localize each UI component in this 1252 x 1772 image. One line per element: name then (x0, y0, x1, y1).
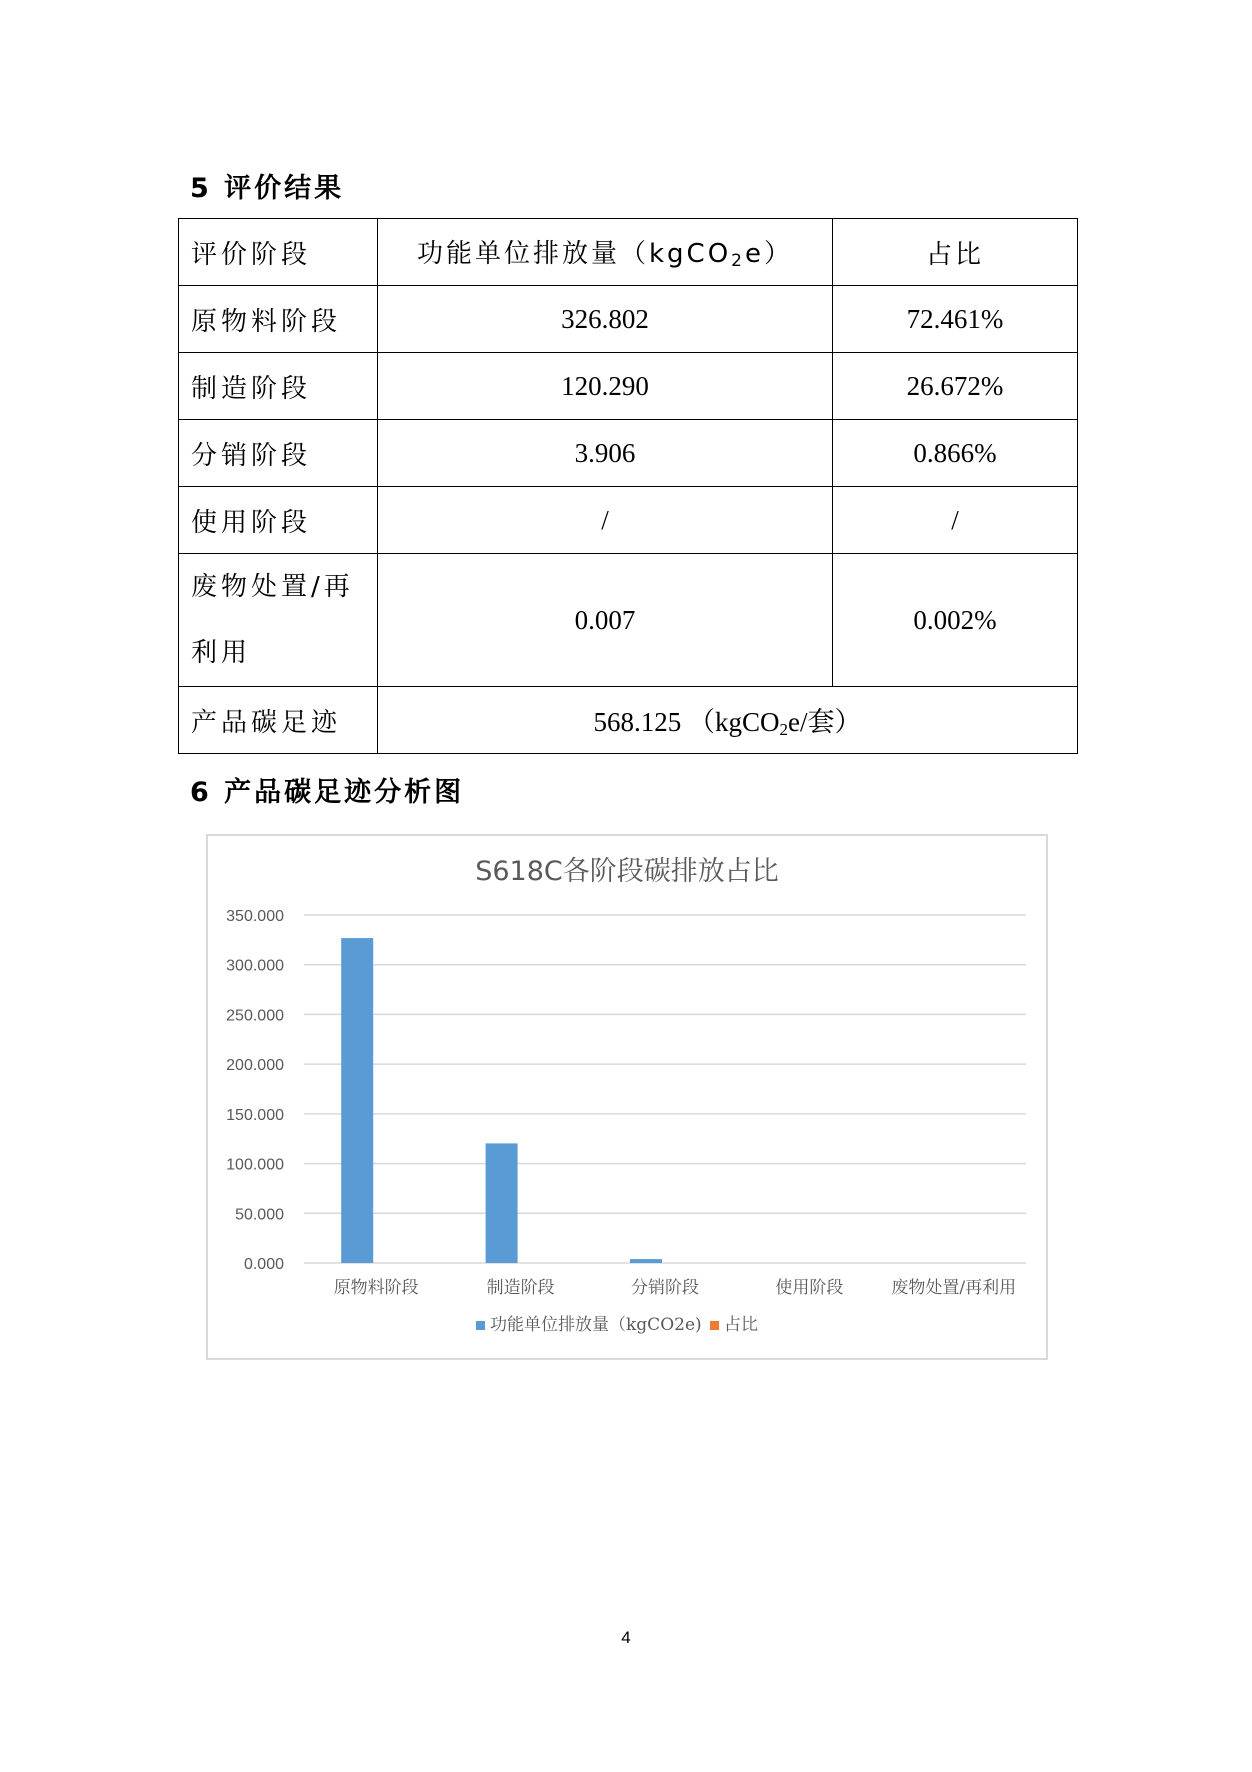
table-row (179, 286, 1078, 353)
total-value-prefix: 568.125 （kgCO (593, 707, 780, 737)
x-tick-label: 使用阶段 (775, 1278, 844, 1298)
legend-label: 功能单位排放量（kgCO2e) (490, 1315, 702, 1335)
row-emission: 0.007 (378, 554, 833, 687)
row-stage-line2: 利用 (191, 638, 252, 668)
section-heading-analysis: 6 产品碳足迹分析图 (190, 777, 465, 808)
x-tick-label: 原物料阶段 (333, 1278, 419, 1298)
y-tick-label: 350.000 (226, 908, 284, 925)
page-number: 4 (621, 1628, 631, 1647)
header-emission-suffix: e） (745, 239, 793, 269)
row-share: 0.866% (833, 420, 1078, 487)
header-stage: 评价阶段 (179, 219, 378, 286)
row-stage: 使用阶段 (179, 487, 378, 554)
row-share: 72.461% (833, 286, 1078, 353)
table-row (179, 554, 1078, 687)
row-stage: 原物料阶段 (179, 286, 378, 353)
header-emission-prefix: 功能单位排放量（kgCO (416, 239, 732, 269)
bar (630, 1259, 662, 1263)
header-share: 占比 (833, 219, 1078, 286)
legend-swatch (710, 1321, 719, 1330)
table-row (179, 487, 1078, 554)
header-emission-sub: 2 (731, 251, 745, 271)
row-emission: / (378, 487, 833, 554)
y-tick-label: 100.000 (226, 1156, 284, 1174)
total-value-suffix: e/套） (788, 707, 862, 737)
x-tick-label: 分销阶段 (631, 1278, 699, 1298)
chart-frame (206, 834, 1048, 1360)
row-stage (179, 554, 378, 687)
row-emission: 120.290 (378, 353, 833, 420)
y-tick-label: 300.000 (226, 957, 284, 975)
table-header-row (179, 219, 1078, 286)
y-tick-label: 0.000 (243, 1256, 284, 1273)
x-tick-label: 废物处置/再利用 (891, 1278, 1017, 1298)
row-share: / (833, 487, 1078, 554)
bar (341, 938, 373, 1263)
row-share: 0.002% (833, 554, 1078, 687)
legend-swatch (476, 1321, 485, 1330)
row-share: 26.672% (833, 353, 1078, 420)
section-heading-results: 5 评价结果 (190, 173, 345, 204)
total-label: 产品碳足迹 (179, 687, 378, 754)
results-table (178, 218, 1078, 754)
x-tick-label: 制造阶段 (486, 1278, 555, 1298)
chart-title: S618C各阶段碳排放占比 (475, 856, 779, 887)
bar-chart (208, 836, 1046, 1358)
total-value-sub: 2 (779, 720, 788, 739)
bar (486, 1143, 518, 1263)
legend-label: 占比 (724, 1315, 758, 1335)
total-value (378, 687, 1078, 754)
row-stage-line1: 废物处置/再 (191, 572, 354, 602)
table-total-row (179, 687, 1078, 754)
table-row (179, 353, 1078, 420)
row-emission: 326.802 (378, 286, 833, 353)
y-tick-label: 200.000 (226, 1057, 284, 1075)
y-tick-label: 150.000 (226, 1106, 284, 1124)
table-row (179, 420, 1078, 487)
row-emission: 3.906 (378, 420, 833, 487)
row-stage: 制造阶段 (179, 353, 378, 420)
header-emission (378, 219, 833, 286)
y-tick-label: 250.000 (226, 1007, 284, 1025)
y-tick-label: 50.000 (235, 1206, 284, 1224)
row-stage: 分销阶段 (179, 420, 378, 487)
